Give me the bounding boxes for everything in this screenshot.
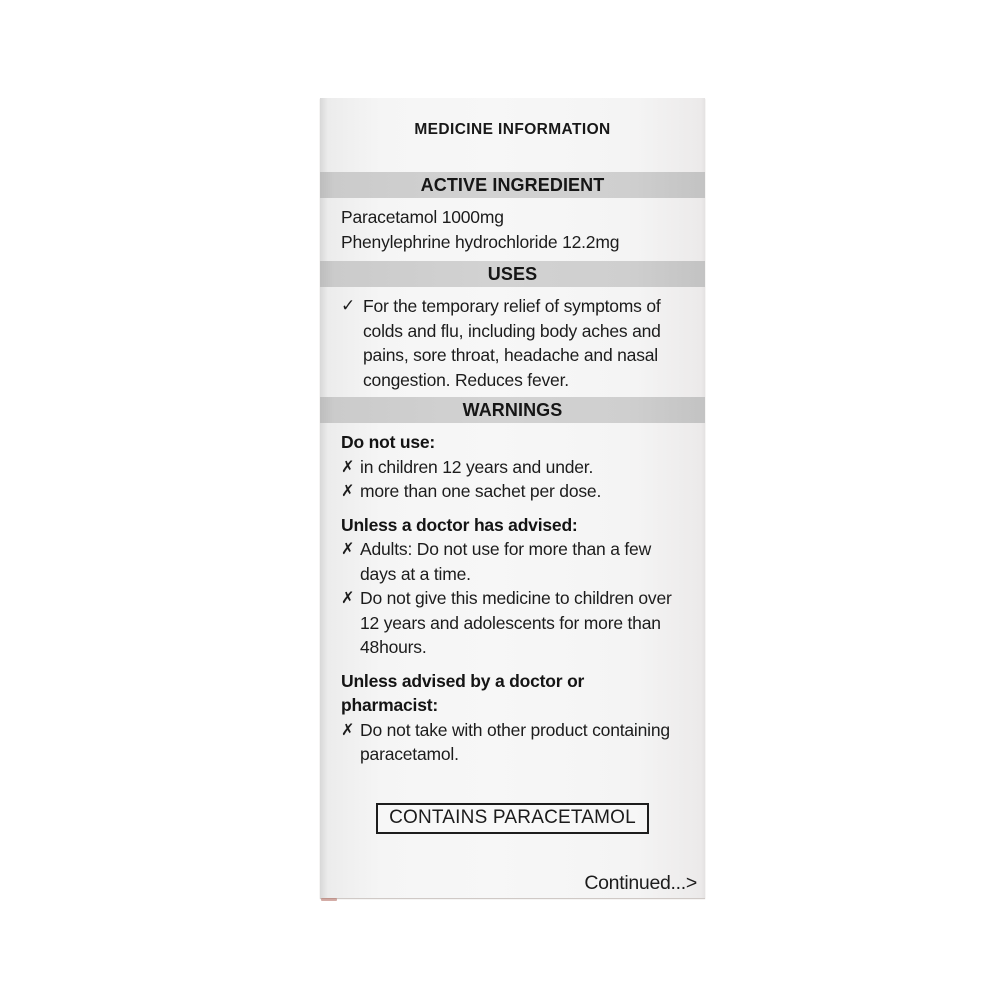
warning-item-text: more than one sachet per dose. bbox=[360, 481, 602, 501]
warning-subheading: Unless a doctor has advised: bbox=[341, 514, 578, 535]
cross-icon: ✗ bbox=[341, 456, 355, 476]
ingredient-line-paracetamol: Paracetamol 1000mg bbox=[341, 207, 504, 227]
continued-note: Continued...> bbox=[584, 871, 697, 894]
panel-bottom-edge bbox=[320, 898, 705, 899]
warning-item bbox=[341, 586, 679, 660]
check-icon: ✓ bbox=[341, 296, 356, 316]
section-heading-active-ingredient: ACTIVE INGREDIENT bbox=[320, 172, 705, 198]
warning-subheading: Do not use: bbox=[341, 432, 436, 452]
medicine-info-panel bbox=[320, 98, 705, 898]
active-ingredient-list bbox=[341, 205, 679, 254]
contains-paracetamol-box: CONTAINS PARACETAMOL bbox=[376, 803, 649, 834]
warning-group-do-not-use bbox=[341, 430, 679, 504]
warning-item-text: Do not take with other product containing paracetamol. bbox=[360, 719, 670, 764]
warning-item bbox=[341, 537, 679, 586]
warning-item-text: in children 12 years and under. bbox=[360, 456, 594, 477]
warning-item bbox=[341, 455, 679, 480]
panel-title: MEDICINE INFORMATION bbox=[414, 121, 611, 138]
section-heading-warnings: WARNINGS bbox=[320, 397, 705, 423]
uses-list bbox=[341, 294, 679, 392]
contains-box-row bbox=[320, 803, 705, 834]
uses-item bbox=[341, 294, 679, 392]
ingredient-line-phenylephrine: Phenylephrine hydrochloride 12.2mg bbox=[341, 231, 620, 252]
warning-group-doctor-pharmacist bbox=[341, 669, 679, 767]
print-artifact bbox=[321, 898, 337, 901]
cross-icon: ✗ bbox=[341, 719, 355, 739]
warning-group-doctor-advised bbox=[341, 513, 679, 660]
warning-item-text: Adults: Do not use for more than a few days at a time. bbox=[360, 539, 652, 584]
warning-item-text: Do not give this medicine to children over 12 years and adolescents for more than 48hours. bbox=[360, 588, 672, 657]
cross-icon: ✗ bbox=[341, 481, 355, 500]
warning-item bbox=[341, 479, 679, 504]
warning-item bbox=[341, 718, 679, 767]
cross-icon: ✗ bbox=[341, 539, 355, 558]
section-heading-uses: USES bbox=[320, 261, 705, 287]
cross-icon: ✗ bbox=[341, 588, 355, 607]
uses-item-text: For the temporary relief of symptoms of colds and flu, including body aches and pains, sore throat, headache and nasal congestion. Reduces fever. bbox=[363, 296, 661, 390]
warning-subheading: Unless advised by a doctor or pharmacist: bbox=[341, 670, 585, 715]
